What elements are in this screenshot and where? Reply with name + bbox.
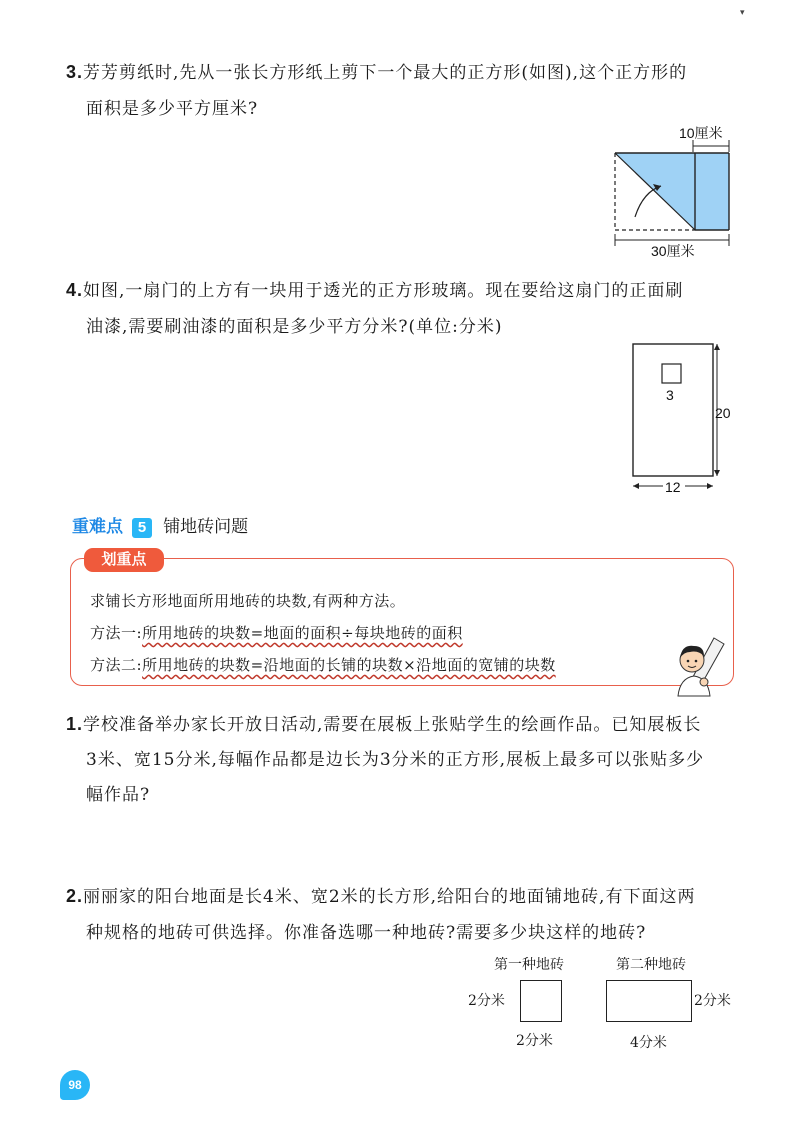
tile2-bottom-label: 4分米: [630, 1035, 667, 1051]
p1-text1: 学校准备举办家长开放日活动,需要在展板上张贴学生的绘画作品。已知展板长: [83, 715, 702, 735]
tile1-title: 第一种地砖: [494, 957, 564, 973]
q3-cut-square: [615, 153, 729, 230]
tile1-bottom-label: 2分米: [516, 1033, 553, 1049]
q4-width-label: 12: [665, 479, 681, 495]
method1-text: 所用地砖的块数=地面的面积÷每块地砖的面积: [142, 624, 463, 642]
glass-window: [662, 364, 681, 383]
method2-prefix: 方法二:: [90, 656, 143, 674]
key-intro: 求铺长方形地面所用地砖的块数,有两种方法。: [90, 592, 406, 610]
p2-line2: 种规格的地砖可供选择。你准备选哪一种地砖?需要多少块这样的地砖?: [86, 923, 647, 943]
tile2-side-label: 2分米: [694, 993, 731, 1009]
q3-bottom-label: 30厘米: [651, 243, 695, 259]
q3-number: 3.: [66, 62, 84, 82]
q3-text1: 芳芳剪纸时,先从一张长方形纸上剪下一个最大的正方形(如图),这个正方形的: [83, 63, 688, 83]
tile2-shape: [606, 980, 692, 1022]
q3-line2: 面积是多少平方厘米?: [86, 99, 259, 119]
section-number: 5: [132, 518, 152, 538]
p1-number: 1.: [66, 714, 84, 734]
cartoon-boy-illustration: [668, 634, 732, 698]
p2-line1: [66, 882, 695, 907]
tile1-side-label: 2分米: [468, 993, 505, 1009]
section-label: 重难点: [72, 517, 123, 536]
q3-figure: [605, 120, 740, 260]
p1-line2: 3米、宽15分米,每幅作品都是边长为3分米的正方形,展板上最多可以张贴多少: [86, 750, 705, 770]
q3-top-label: 10厘米: [679, 125, 723, 141]
tile2-title: 第二种地砖: [616, 957, 686, 973]
method2-text: 所用地砖的块数=沿地面的长铺的块数×沿地面的宽铺的块数: [142, 656, 556, 674]
p1-line3: 幅作品?: [86, 785, 151, 805]
key-points-tag: 划重点: [84, 548, 164, 572]
section-title: 铺地砖问题: [163, 517, 249, 536]
key-method2: [90, 654, 556, 675]
q4-window-label: 3: [666, 387, 674, 403]
key-method1: [90, 622, 463, 643]
q4-figure: [625, 338, 735, 498]
q4-number: 4.: [66, 280, 84, 300]
p2-text1: 丽丽家的阳台地面是长4米、宽2米的长方形,给阳台的地面铺地砖,有下面这两: [83, 887, 696, 907]
page-number: 98: [60, 1070, 90, 1100]
q4-line2: 油漆,需要刷油漆的面积是多少平方分米?(单位:分米): [86, 317, 503, 337]
q4-text1: 如图,一扇门的上方有一块用于透光的正方形玻璃。现在要给这扇门的正面刷: [83, 281, 684, 301]
p2-number: 2.: [66, 886, 84, 906]
q3-line1: [66, 58, 687, 83]
corner-mark: ▾: [740, 8, 745, 18]
tile1-shape: [520, 980, 562, 1022]
section-header: [72, 512, 248, 538]
method1-prefix: 方法一:: [90, 624, 143, 642]
q4-height-label: 20: [715, 405, 731, 421]
q4-line1: [66, 276, 683, 301]
p1-line1: [66, 710, 701, 735]
